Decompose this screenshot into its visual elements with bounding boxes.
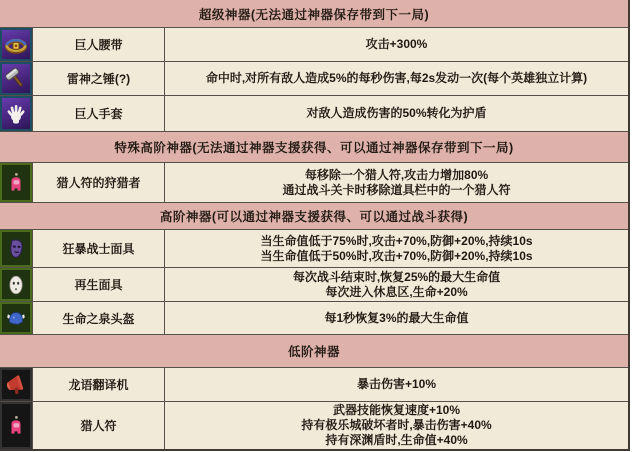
thor-hammer-icon xyxy=(0,62,33,95)
description-line: 命中时,对所有敌人造成5%的每秒伤害,每2s发动一次(每个英雄独立计算) xyxy=(205,71,588,85)
artifact-description xyxy=(165,402,628,449)
artifact-name: 巨人手套 xyxy=(33,96,165,131)
description-line: 每次进入休息区,生命+20% xyxy=(325,284,468,299)
artifact-name: 猎人符 xyxy=(33,402,165,449)
table-row xyxy=(0,96,628,132)
berserker-mask-icon xyxy=(0,230,33,267)
description-line: 当生命值低于75%时,攻击+70%,防御+20%,持续10s xyxy=(260,233,533,248)
table-row xyxy=(0,163,628,203)
description-line: 每1秒恢复3%的最大生命值 xyxy=(324,310,469,325)
description-line: 每次战斗结束时,恢复25%的最大生命值 xyxy=(292,269,501,284)
table-row xyxy=(0,368,628,402)
description-line: 持有深渊盾时,生命值+40% xyxy=(325,433,468,447)
artifact-name: 狂暴战士面具 xyxy=(33,230,165,267)
description-line: 通过战斗关卡时移除道具栏中的一个猎人符 xyxy=(282,182,511,197)
dragon-translator-icon xyxy=(0,368,33,401)
section-header-high-artifacts: 高阶神器(可以通过神器支援获得、可以通过战斗获得) xyxy=(0,203,628,230)
artifact-name: 猎人符的狩猎者 xyxy=(33,163,165,202)
section-header-special-high-artifacts: 特殊高阶神器(无法通过神器支援获得、可以通过神器保存带到下一局) xyxy=(0,132,628,163)
regeneration-mask-icon xyxy=(0,268,33,301)
artifact-description xyxy=(165,302,628,334)
artifact-name: 龙语翻译机 xyxy=(33,368,165,401)
section-header-super-artifacts: 超级神器(无法通过神器保存带到下一局) xyxy=(0,0,628,28)
description-line: 当生命值低于50%时,攻击+70%,防御+20%,持续10s xyxy=(260,248,533,263)
table-row xyxy=(0,268,628,302)
artifact-description xyxy=(165,368,628,401)
table-row xyxy=(0,62,628,96)
description-line: 持有极乐城破坏者时,暴击伤害+40% xyxy=(301,418,492,432)
fountain-of-life-helmet-icon xyxy=(0,302,33,334)
artifact-description xyxy=(165,62,628,95)
description-line: 暴击伤害+10% xyxy=(356,377,437,391)
giant-belt-icon xyxy=(0,28,33,61)
artifact-name: 再生面具 xyxy=(33,268,165,301)
hunter-talisman-hunter-icon xyxy=(0,163,33,202)
table-row xyxy=(0,230,628,268)
table-row xyxy=(0,302,628,335)
table-row xyxy=(0,28,628,62)
artifact-description xyxy=(165,28,628,61)
section-header-low-artifacts: 低阶神器 xyxy=(0,335,628,368)
description-line: 武器技能恢复速度+10% xyxy=(332,403,461,417)
table-row xyxy=(0,402,628,449)
artifact-description xyxy=(165,268,628,301)
hunter-talisman-icon xyxy=(0,402,33,449)
description-line: 攻击+300% xyxy=(365,37,428,51)
artifact-description xyxy=(165,96,628,131)
artifact-name: 雷神之锤(?) xyxy=(33,62,165,95)
artifact-name: 巨人腰带 xyxy=(33,28,165,61)
giant-glove-icon xyxy=(0,96,33,131)
artifact-description xyxy=(165,163,628,202)
artifact-description xyxy=(165,230,628,267)
description-line: 每移除一个猎人符,攻击力增加80% xyxy=(304,167,489,182)
description-line: 对敌人造成伤害的50%转化为护盾 xyxy=(306,106,487,120)
artifact-name: 生命之泉头盔 xyxy=(33,302,165,334)
